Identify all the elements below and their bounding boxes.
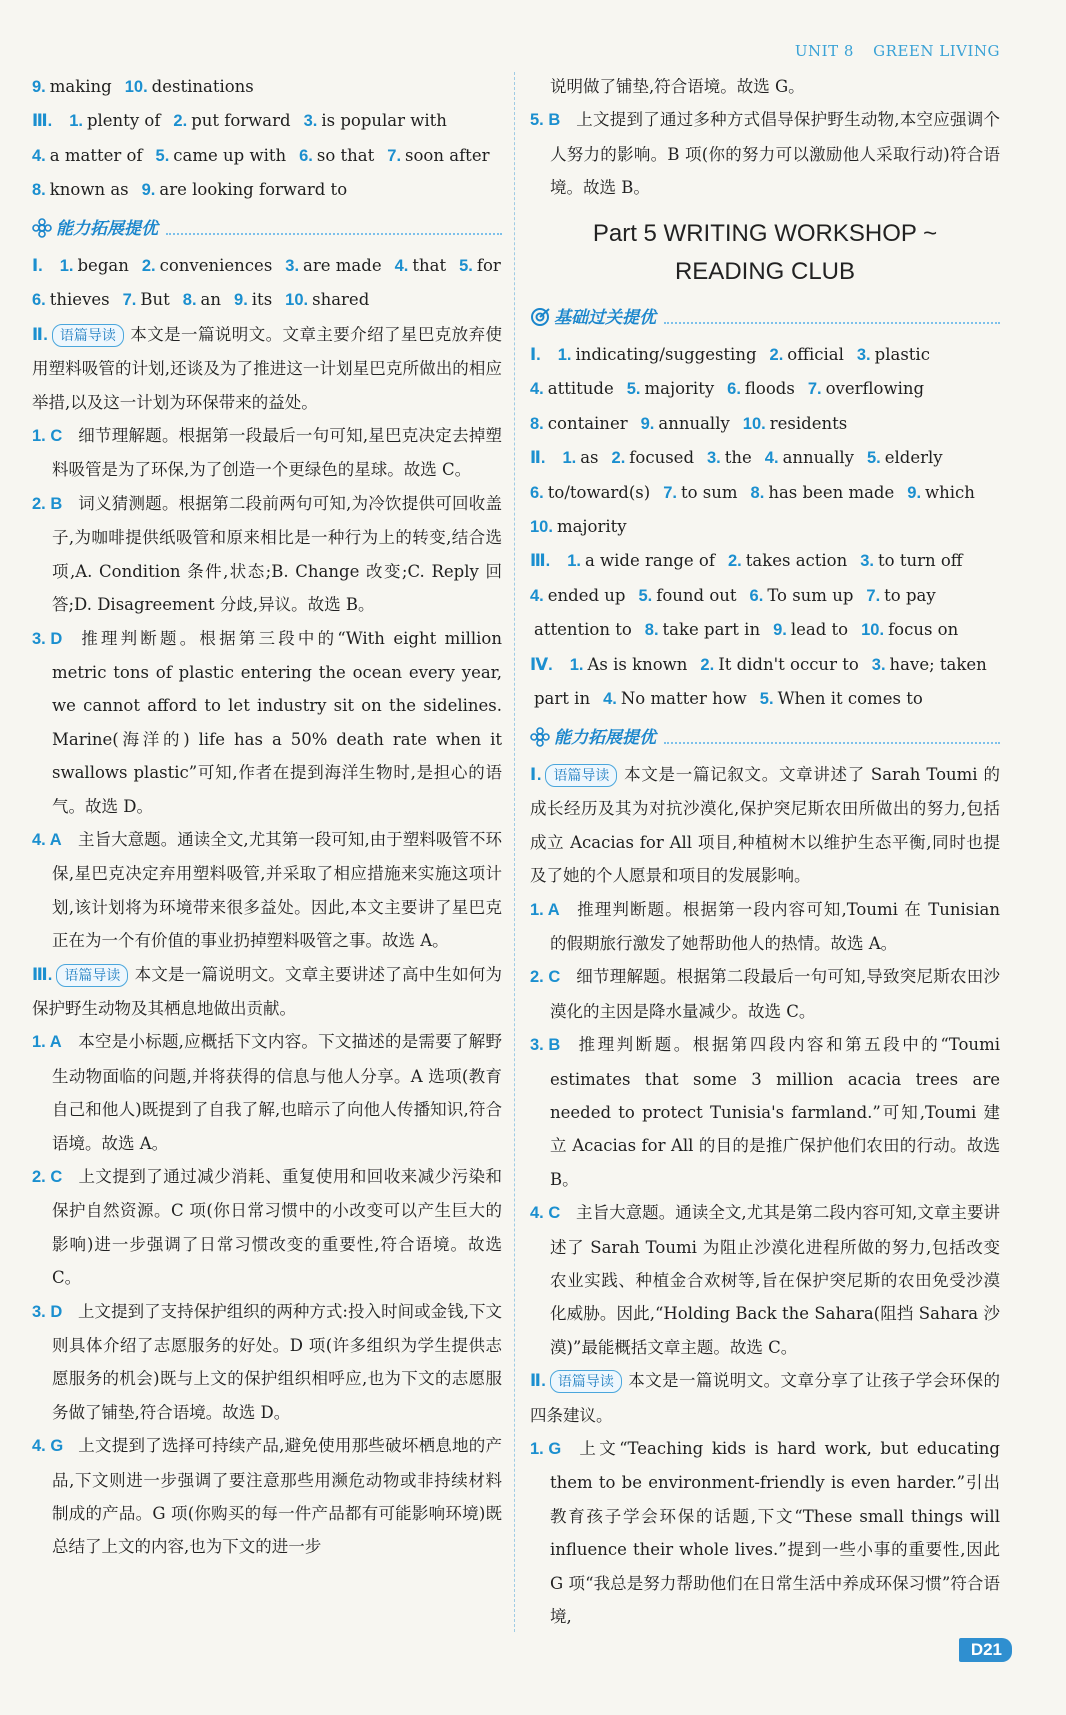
intro-text: 本文是一篇记叙文。文章讲述了 Sarah Toumi 的成长经历及其为对抗沙漠化,保护突尼斯农田所做出的努力,包括成立 Acacias for All 项目,种植树木以维护生态平衡,同时也提及了她的个人愿景和项目的发展影响。 [530,764,1000,886]
answer-row [530,372,1000,406]
answer-item [156,139,287,173]
item-number: 8. [530,414,544,433]
part-title-line: READING CLUB [674,257,856,285]
answer-item [387,139,489,173]
answer-row [32,283,502,317]
item-number: 4. [603,690,617,709]
item-answer: majority [556,517,627,537]
item-number: 5. [155,146,170,165]
item-number: 7. [807,380,822,399]
item-number: 6. [299,146,313,165]
item-answer: shared [312,290,370,310]
answer-item [663,476,737,510]
page-number: D21 [959,1638,1012,1662]
answer-key: 4. G [32,1437,64,1456]
answer-item [285,249,381,283]
item-answer: plastic [874,345,930,365]
answer-explanation: 细节理解题。根据第二段最后一句可知,导致突尼斯农田沙漠化的主因是降水量减少。故选 C。 [550,967,1000,1021]
item-number: Ⅰ. [530,346,541,365]
item-answer: put forward [191,111,291,131]
answer-item [751,476,895,510]
dotted-rule [664,741,1000,744]
flower-icon [32,218,52,238]
answer-row [530,510,1000,544]
answer-item [530,476,650,510]
item-number: 10. [285,291,309,310]
item-answer: a matter of [49,145,143,165]
item-number: 8. [644,621,659,640]
item-answer: overflowing [825,379,925,399]
answer-explanation: 本空是小标题,应概括下文内容。下文描述的是需要了解野生动物面临的问题,并将获得的信息与他人分享。A 选项(教育自己和他人)既提到了自我了解,也暗示了向他人传播知识,符合语境。故选 A。 [52,1032,502,1153]
answer-item [530,544,554,578]
answer-key: 3. B [530,1036,561,1055]
answer-item [32,823,502,958]
item-number: 10. [124,78,148,96]
item-number: 2. [727,552,742,571]
item-answer: conveniences [159,256,273,276]
passage-intro [32,958,502,1026]
answer-item [750,579,854,613]
item-answer: To sum up [767,585,854,605]
item-answer: have; taken [889,654,987,674]
item-answer: to sum [680,482,738,502]
item-answer: focused [629,448,694,468]
answer-item [638,579,736,613]
answer-item [123,283,170,317]
answer-key: 5. B [530,111,561,130]
item-number: 6. [749,586,764,605]
item-number: 10. [742,414,766,433]
item-number: Ⅳ. [530,655,553,674]
answer-item [530,613,632,647]
answer-list [32,1025,502,1564]
item-number: 9. [32,78,46,96]
item-number: 1. [59,257,74,276]
answer-item [530,338,545,372]
answer-item [530,1432,1000,1633]
item-number: 7. [663,483,677,502]
item-answer: an [200,290,222,310]
answer-item [60,249,129,283]
answer-explanation: 主旨大意题。通读全文,尤其第一段可知,由于塑料吸管不环保,星巴克决定弃用塑料吸管,并采取了相应措施来实施这项计划,该计划将为环境带来很多益处。因此,本文主要讲了星巴克正在为一个有价值的事业扔掉塑料吸管之事。故选 A。 [52,829,502,951]
item-answer: ended up [547,585,626,605]
item-answer: thieves [49,290,110,310]
item-number: 9. [141,181,156,200]
item-number: 8. [32,181,46,200]
answer-item [530,441,549,475]
item-number: 5. [638,586,653,605]
answer-key: 2. C [32,1168,63,1186]
item-number: 1. [557,346,572,365]
answer-item [183,283,221,317]
item-answer: floods [744,379,795,399]
item-number: 4. [764,449,779,468]
item-number: 7. [122,291,137,310]
item-number: 1. [567,552,581,571]
answer-item [142,173,348,207]
item-number: 2. [700,655,715,674]
reading-guide-badge: 语篇导读 [545,764,617,787]
intro-text: 本文是一篇说明文。文章主要讲述了高中生如何为保护野生动物及其栖息地做出贡献。 [32,964,503,1018]
intro-text: 本文是一篇说明文。文章主要介绍了星巴克放弃使用塑料吸管的计划,还谈及为了推进这一计划星巴克所做出的相应举措,以及这一计划为环保带来的益处。 [32,324,503,412]
item-number: 9. [907,483,922,502]
item-answer: But [140,290,170,310]
item-answer: elderly [884,448,943,468]
answer-item [530,579,625,613]
answer-rows [32,70,502,208]
item-number: 1. [562,449,577,468]
item-answer: the [724,448,752,468]
answer-item [627,372,714,406]
answer-item [32,419,502,487]
item-answer: container [547,413,628,433]
answer-row [32,173,502,207]
answer-item [861,613,958,647]
roman-numeral: Ⅱ. [530,1372,546,1391]
section-heading [32,212,502,245]
answer-item [567,544,715,578]
answer-item [860,544,962,578]
answer-explanation: 上文提到了选择可持续产品,避免使用那些破坏栖息地的产品,下文则进一步强调了要注意那些用濒危动物或非持续材料制成的产品。G 项(你购买的每一件产品都有可能影响环境)既总结了上文的内容,也为下文的进一步 [52,1436,502,1557]
item-number: 9. [773,621,787,640]
item-answer: lead to [790,620,849,640]
answer-item [743,407,847,441]
item-number: 5. [759,690,774,709]
answer-item [32,622,502,823]
item-number: Ⅰ. [32,257,43,276]
answer-item [530,682,590,716]
answer-explanation: 词义猜测题。根据第二段前两句可知,为冷饮提供可回收盖子,为咖啡提供纸吸管和原来相比是一种行为上的转变,结合选项,A. Condition 条件,状态;B. Change 改变;C. Reply 回答;D. Disagreement 分歧,异议。故选 B。 [52,493,502,615]
passage-intro [530,758,1000,893]
answer-row [32,70,502,104]
item-answer: residents [769,413,848,433]
answer-explanation: 推理判断题。根据第四段内容和第五段中的“Toumi estimates that some 3 million acacia trees are needed to protect Tunisia's farmland.”可知,Toumi 建立 Acacias for All 的目的是推广保护他们农田的行动。故选 B。 [550,1035,1000,1189]
running-header [781,42,1000,60]
item-number: 10. [861,621,885,640]
item-answer: is popular with [321,111,447,131]
answer-item [867,441,943,475]
answer-item [32,104,56,138]
dotted-rule [166,232,502,235]
passage-intro [530,1364,1000,1432]
item-answer: As is known [587,654,688,674]
answer-item [530,103,1000,204]
answer-item [32,283,110,317]
answer-item [32,487,502,622]
item-answer: has been made [768,482,895,502]
flower-icon [530,727,550,747]
answer-item [857,338,930,372]
dotted-rule [664,321,1000,324]
answer-row [530,544,1000,578]
target-icon [530,307,550,327]
item-number: 1. [69,112,83,131]
answer-item [760,682,923,716]
answer-key: 1. A [32,1033,62,1052]
answer-item [907,476,975,510]
answer-key: 3. D [32,1302,63,1321]
answer-item [285,283,369,317]
left-column [32,70,502,1564]
answer-item [727,372,795,406]
item-number: 6. [32,291,46,310]
answer-row [530,682,1000,716]
answer-item [32,1429,502,1564]
answer-item [603,682,747,716]
item-answer: came up with [173,145,287,165]
item-answer: to/toward(s) [547,482,651,502]
item-number: 3. [871,655,886,674]
item-number: 3. [285,257,300,276]
item-answer: majority [644,379,715,399]
answer-explanation: 上文“Teaching kids is hard work, but educating them to be environment-friendly is even harder.”引出教育孩子学会环保的话题,下文“These small things will influence their whole lives.”提到一些小事的重要性,因此 G 项“我总是努力帮助他们在日常生活中养成环保习惯”符合语境, [550,1439,1000,1627]
answer-list [530,1432,1000,1633]
item-answer: plenty of [86,111,161,131]
item-number: 5. [626,380,641,399]
answer-row [530,407,1000,441]
item-number: 2. [141,257,156,276]
item-number: 3. [707,449,721,468]
answer-item [304,104,447,138]
answer-list [530,893,1000,1365]
item-answer: focus on [888,620,959,640]
item-number: 10. [530,518,553,537]
answer-item [234,283,272,317]
answer-key: 2. B [32,494,63,513]
item-answer: No matter how [620,689,747,709]
item-number: Ⅱ. [530,449,546,468]
reading-guide-badge: 语篇导读 [56,964,128,987]
answer-row [530,579,1000,613]
answer-item [32,70,112,104]
answer-row [530,613,1000,647]
header-title: GREEN LIVING [873,42,1000,60]
answer-key: 1. A [530,900,560,919]
answer-item [299,139,374,173]
answer-item [142,249,272,283]
answer-row [32,249,502,283]
answer-item [530,1196,1000,1364]
item-answer: annually [782,448,854,468]
answer-item [641,407,730,441]
item-answer: soon after [405,145,490,165]
item-number: 9. [640,414,655,433]
item-answer: to pay [884,585,936,605]
item-answer: known as [49,180,129,200]
answer-rows [32,249,502,318]
right-column [530,70,1000,1633]
answer-item [530,893,1000,961]
answer-item [770,338,844,372]
answer-key: 1. C [32,427,63,446]
item-answer: attitude [547,379,614,399]
reading-guide-badge: 语篇导读 [52,324,124,347]
answer-item [866,579,935,613]
answer-row [530,338,1000,372]
answer-rows [530,338,1000,716]
column-divider [514,72,515,1632]
item-number: 4. [530,380,544,399]
section-heading [530,721,1000,754]
part-title [530,215,1000,291]
answer-explanation: 推理判断题。根据第三段中的“With eight million metric tons of plastic entering the ocean every year, we cannot afford to let industry sit on the sidelines. Marine(海洋的) life has a 50% death rate when it swallows plastic”可知,作者在提到海洋生物时,是担心的语气。故选 D。 [52,628,502,816]
item-answer: making [49,77,112,96]
answer-explanation: 上文提到了通过减少消耗、重复使用和回收来减少污染和保护自然资源。C 项(你日常习惯中的小改变可以产生巨大的影响)进一步强调了日常习惯改变的重要性,符合语境。故选 C。 [52,1167,502,1288]
roman-numeral: Ⅲ. [32,965,53,984]
item-answer: that [412,256,447,276]
item-number: Ⅲ. [530,552,551,571]
item-answer: indicating/suggesting [575,345,757,365]
answer-item [530,372,614,406]
roman-numeral: Ⅰ. [530,765,542,784]
answer-item [530,648,557,682]
answer-key: 4. A [32,830,62,849]
intro-text: 本文是一篇说明文。文章分享了让孩子学会环保的四条建议。 [530,1371,1001,1425]
answer-key: 3. D [32,629,63,648]
answer-item [530,960,1000,1028]
answer-item [125,70,254,104]
answer-row [530,648,1000,682]
section-title: 能力拓展提优 [554,727,656,747]
item-answer: began [77,256,129,276]
item-answer: a wide range of [584,551,715,571]
answer-item [530,407,628,441]
answer-item [530,510,627,544]
section-heading [530,301,1000,334]
answer-item [700,648,858,682]
item-number: 2. [611,449,626,468]
continued-text: 说明做了铺垫,符合语境。故选 G。 [550,77,805,96]
item-answer: which [925,482,975,502]
item-answer: its [251,290,273,310]
item-number: 5. [867,449,881,468]
answer-item [808,372,924,406]
answer-item [32,249,47,283]
item-number: 3. [856,346,871,365]
item-answer: for [476,256,501,276]
answer-explanation: 上文提到了通过多种方式倡导保护野生动物,本空应强调个人努力的影响。B 项(你的努力可以激励他人采取行动)符合语境。故选 B。 [550,110,1000,198]
answer-key: 2. C [530,968,561,987]
header-unit: UNIT 8 [794,42,854,60]
answer-explanation: 细节理解题。根据第一段最后一句可知,星巴克决定去掉塑料吸管是为了环保,为了创造一个更绿色的星球。故选 C。 [52,426,502,480]
item-answer: found out [656,585,737,605]
item-answer: takes action [745,551,848,571]
item-answer: part in [534,689,591,709]
item-number: 6. [530,483,544,502]
answer-item [562,441,598,475]
answer-item [530,1028,1000,1196]
passage-intro [32,318,502,419]
part-title-line: Part 5 WRITING WORKSHOP ~ [592,219,938,247]
answer-key: 1. G [530,1440,562,1459]
item-answer: annually [658,413,730,433]
answer-item [645,613,760,647]
item-answer: are looking forward to [159,180,348,200]
answer-item [765,441,854,475]
answer-explanation: 上文提到了支持保护组织的两种方式:投入时间或金钱,下文则具体介绍了志愿服务的好处。D 项(许多组织为学生提供志愿服务的机会)既与上文的保护组织相呼应,也为下文的志愿服务做了铺垫,符合语境。故选 D。 [52,1301,502,1422]
item-number: 1. [569,655,584,674]
item-number: 7. [387,146,402,165]
answer-item [728,544,847,578]
item-number: 3. [860,552,875,571]
section-title: 基础过关提优 [554,307,656,327]
item-number: 4. [530,586,544,605]
item-answer: destinations [151,77,254,96]
answer-explanation: 主旨大意题。通读全文,尤其是第二段内容可知,文章主要讲述了 Sarah Toumi 为阻止沙漠化进程所做的努力,包括改变农业实践、种植金合欢树等,旨在保护突尼斯的农田免受沙漠化威胁。因此,“Holding Back the Sahara(阻挡 Sahara 沙漠)”最能概括文章主题。故选 C。 [550,1203,1000,1357]
answer-row [32,139,502,173]
item-number: 2. [173,112,188,131]
answer-item [773,613,848,647]
item-answer: It didn't occur to [718,654,859,674]
item-answer: to turn off [878,551,963,571]
item-answer: attention to [534,620,632,640]
answer-row [530,476,1000,510]
section-title: 能力拓展提优 [56,218,158,238]
answer-item [32,1160,502,1295]
answer-explanation: 推理判断题。根据第一段内容可知,Toumi 在 Tunisian 的假期旅行激发了她帮助他人的热情。故选 A。 [550,899,1000,953]
item-number: 4. [32,146,46,165]
item-number: 9. [234,291,248,310]
item-answer: official [787,345,844,365]
item-answer: as [580,448,599,468]
item-answer: take part in [662,620,761,640]
item-number: 6. [727,380,741,399]
answer-item [32,139,143,173]
answer-list [32,419,502,958]
answer-item [395,249,447,283]
roman-numeral: Ⅱ. [32,325,48,344]
item-answer: so that [316,145,375,165]
answer-item [612,441,694,475]
answer-item [32,173,129,207]
item-number: 4. [394,257,409,276]
answer-item [32,1295,502,1430]
item-number: 8. [182,291,197,310]
answer-item [459,249,501,283]
item-number: 5. [459,257,473,276]
answer-row [32,104,502,138]
answer-item [570,648,688,682]
item-answer: When it comes to [777,689,923,709]
answer-item [173,104,290,138]
item-number: 2. [769,346,784,365]
item-number: 7. [866,586,881,605]
answer-item [707,441,752,475]
item-answer: are made [303,256,382,276]
reading-guide-badge: 语篇导读 [550,1370,622,1393]
item-number: Ⅲ. [32,112,53,131]
answer-key: 4. C [530,1204,561,1223]
answer-item [32,1025,502,1160]
answer-row [530,441,1000,475]
answer-item [872,648,987,682]
item-number: 3. [303,112,318,131]
answer-item [69,104,160,138]
item-number: 8. [750,483,765,502]
answer-item [558,338,757,372]
